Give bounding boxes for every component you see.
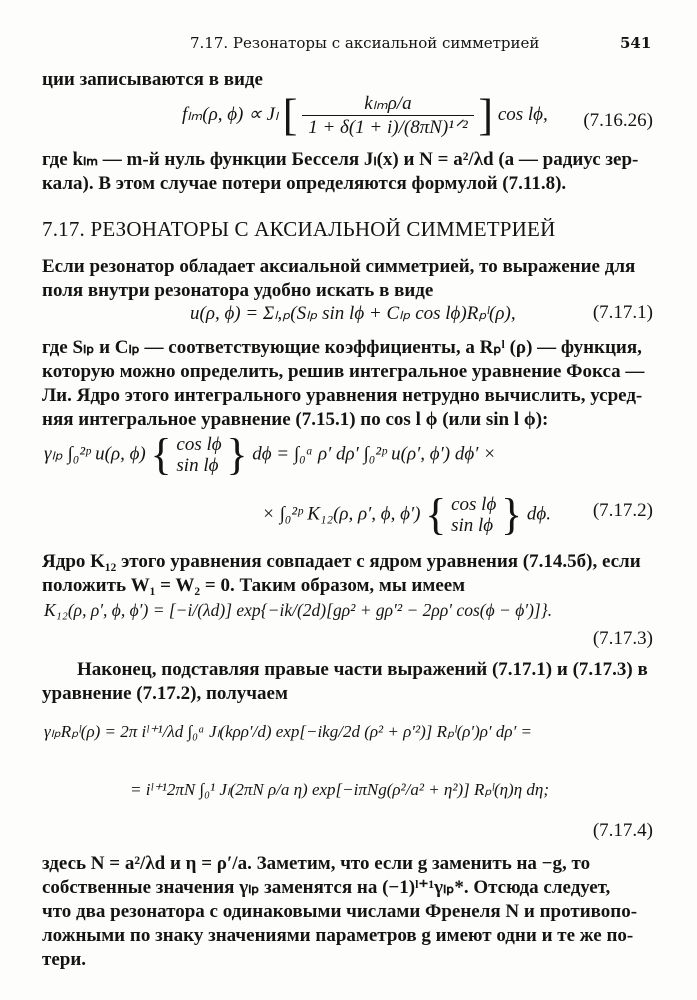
eq-number: (7.17.1) bbox=[592, 302, 653, 323]
eq-lhs: fₗₘ(ρ, ϕ) ∝ Jₗ bbox=[182, 103, 279, 125]
text-line: собственные значения γₗₚ заменятся на (−1)ˡ⁺¹γₗₚ*. Отсюда следует, bbox=[42, 877, 611, 898]
text-line: которую можно определить, решив интегральное уравнение Фокса — bbox=[42, 361, 645, 382]
bracket-left: [ bbox=[282, 90, 298, 140]
text-line: где Sₗₚ и Cₗₚ — соответствующие коэффициенты, а Rₚˡ (ρ) — функция, bbox=[42, 337, 642, 358]
text-line: ложными по знаку значениями параметров g имеют одни и те же по- bbox=[42, 925, 634, 946]
section-title: 7.17. РЕЗОНАТОРЫ С АКСИАЛЬНОЙ СИММЕТРИЕЙ bbox=[42, 217, 556, 241]
equation-7-16-26 bbox=[182, 92, 548, 139]
brace-left: { bbox=[150, 430, 172, 479]
eq-fraction bbox=[302, 92, 473, 139]
eq-part: dϕ = ∫₀ᵃ ρ′ dρ′ ∫₀²ᵖ u(ρ′, ϕ′) dϕ′ × bbox=[252, 443, 496, 465]
eq-number: (7.16.26) bbox=[583, 110, 653, 131]
cos-term: cos lϕ bbox=[176, 434, 222, 455]
page-number: 541 bbox=[620, 34, 652, 52]
cos-term: cos lϕ bbox=[451, 494, 497, 515]
brace-right: } bbox=[226, 430, 248, 479]
eq-part: γₗₚ ∫₀²ᵖ u(ρ, ϕ) bbox=[44, 443, 146, 465]
equation-7-17-2-line2 bbox=[262, 490, 552, 539]
eq-number: (7.17.2) bbox=[592, 500, 653, 521]
text-line: уравнение (7.17.2), получаем bbox=[42, 683, 288, 704]
cos-sin-stack bbox=[176, 434, 221, 476]
equation-7-17-4-line1: γₗₚRₚˡ(ρ) = 2π iˡ⁺¹/λd ∫₀ᵃ Jₗ(kρρ′/d) exp[−ikg/2d (ρ² + ρ′²)] Rₚˡ(ρ′)ρ′ dρ′ = bbox=[44, 722, 533, 741]
text-line: Наконец, подставляя правые части выражений (7.17.1) и (7.17.3) в bbox=[77, 659, 648, 680]
text-line: няя интегральное уравнение (7.15.1) по cos l ϕ (или sin l ϕ): bbox=[42, 409, 549, 430]
eq-part: × ∫₀²ᵖ K₁₂(ρ, ρ′, ϕ, ϕ′) bbox=[262, 503, 421, 525]
text-line: кала). В этом случае потери определяются формулой (7.11.8). bbox=[42, 173, 567, 194]
bracket-right: ] bbox=[478, 90, 494, 140]
text-line: что два резонатора с одинаковыми числами Френеля N и противопо- bbox=[42, 901, 638, 922]
eq-part: dϕ. bbox=[526, 503, 552, 525]
eq-rhs: cos lϕ, bbox=[497, 103, 548, 125]
text-line: тери. bbox=[42, 949, 87, 970]
text-line: ции записываются в виде bbox=[42, 69, 263, 90]
equation-7-17-4-line2: = iˡ⁺¹2πN ∫₀¹ Jₗ(2πN ρ/a η) exp[−iπNg(ρ²/a² + η²)] Rₚˡ(η)η dη; bbox=[130, 780, 549, 799]
brace-left: { bbox=[425, 490, 447, 539]
text-line: Ядро K₁₂ этого уравнения совпадает с ядром уравнения (7.14.5б), если bbox=[42, 551, 641, 572]
eq-number: (7.17.3) bbox=[592, 628, 653, 649]
eq-numerator: kₗₘρ/a bbox=[302, 92, 473, 116]
running-title: 7.17. Резонаторы с аксиальной симметрией bbox=[190, 34, 540, 52]
text-line: где kₗₘ — m-й нуль функции Бесселя Jₗ(x) и N = a²/λd (a — радиус зер- bbox=[42, 149, 639, 170]
text-line: Ли. Ядро этого интегрального уравнения нетрудно вычислить, усред- bbox=[42, 385, 643, 406]
eq-denominator: 1 + δ(1 + i)/(8πN)¹ᐟ² bbox=[308, 117, 468, 138]
sin-term: sin lϕ bbox=[176, 455, 219, 476]
eq-number: (7.17.4) bbox=[592, 820, 653, 841]
text-line: здесь N = a²/λd и η = ρ′/a. Заметим, что если g заменить на −g, то bbox=[42, 853, 591, 874]
brace-right: } bbox=[501, 490, 523, 539]
equation-7-17-3: K₁₂(ρ, ρ′, ϕ, ϕ′) = [−i/(λd)] exp{−ik/(2d)[gρ² + gρ′² − 2ρρ′ cos(ϕ − ϕ′)]}. bbox=[44, 600, 553, 620]
equation-7-17-1: u(ρ, ϕ) = Σₗ,ₚ(Sₗₚ sin lϕ + Cₗₚ cos lϕ)Rₚˡ(ρ), bbox=[190, 303, 516, 324]
equation-7-17-2-line1 bbox=[44, 430, 496, 479]
sin-term: sin lϕ bbox=[451, 515, 494, 536]
text-line: Если резонатор обладает аксиальной симметрией, то выражение для bbox=[42, 256, 636, 277]
text-line: положить W₁ = W₂ = 0. Таким образом, мы имеем bbox=[42, 575, 466, 596]
cos-sin-stack bbox=[451, 494, 496, 536]
text-line: поля внутри резонатора удобно искать в виде bbox=[42, 280, 434, 301]
